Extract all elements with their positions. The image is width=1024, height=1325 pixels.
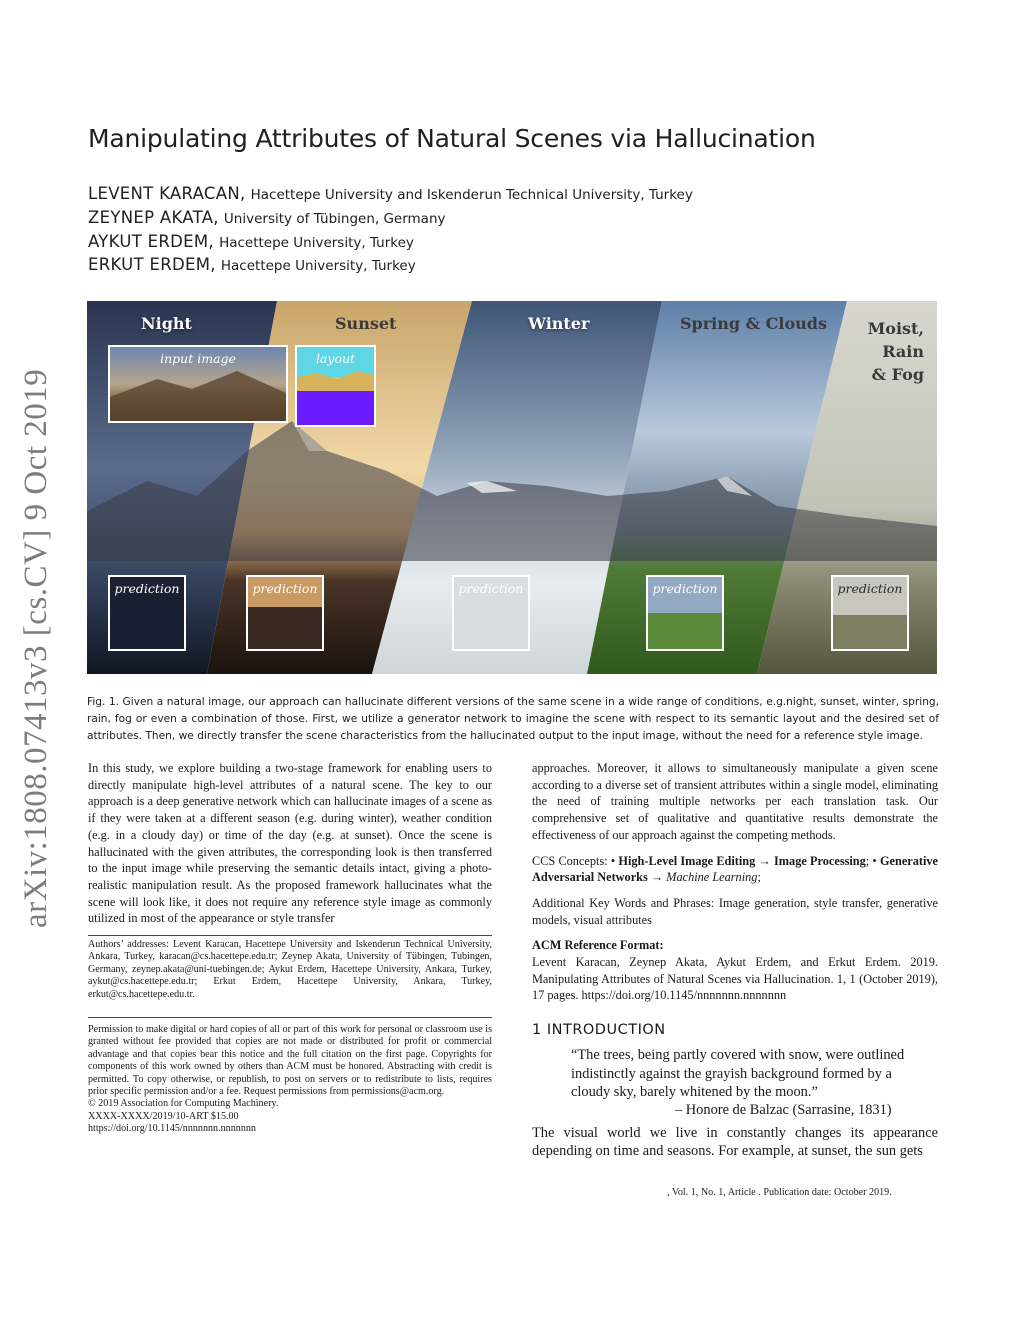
label-rain: Rain bbox=[882, 342, 924, 361]
input-image-caption: input image bbox=[160, 351, 236, 366]
authors-addresses: Authors’ addresses: Levent Karacan, Hacettepe University and Iskenderun Technical University, Ankara, Turkey, karacan@cs.hacettepe.edu.tr; Zeynep Akata, University of Tübingen, Tubingen, Germany, zeynep.akata@uni-tuebingen.de; Aykut Erdem, Hacettepe University, Ankara, Turkey, aykut@cs.hacettepe.edu.tr; Erkut Erdem, Hacettepe University, Ankara, Turkey, erkut@cs.hacettepe.edu.tr. bbox=[88, 939, 492, 1000]
figure-caption: Fig. 1. Given a natural image, our approach can hallucinate different versions of the same scene in a wide range of conditions, e.g.night, sunset, winter, spring, rain, fog or even a combination of those. First, we utilize a generator network to imagine the scene with respect to its semantic layout and the desired set of attributes. Then, we directly transfer the scene characteristics from the hallucinated output to the input image, without the need for a reference style image. bbox=[87, 696, 939, 742]
section-heading-introduction: 1 INTRODUCTION bbox=[532, 1022, 666, 1038]
author-affiliation: University of Tübingen, Germany bbox=[223, 211, 446, 227]
permission-notice: Permission to make digital or hard copies of all or part of this work for personal or classroom use is granted without fee provided that copies are not made or distributed for profit or commercial advantage and that copies bear this notice and the full citation on the first page. Copyrights for components of this work owned by others than ACM must be honored. Abstracting with credit is permitted. To copy otherwise, or republish, to post on servers or to redistribute to lists, requires prior specific permission and/or a fee. Request permissions from permissions@acm.org. bbox=[88, 1024, 492, 1098]
ccs-concept-2-leaf: Machine Learning bbox=[666, 870, 758, 885]
prediction-thumb-spring bbox=[646, 575, 724, 651]
epigraph-source: – Honore de Balzac (Sarrasine, 1831) bbox=[675, 1102, 892, 1118]
author-affiliation: Hacettepe University and Iskenderun Technical University, Turkey bbox=[250, 187, 693, 203]
prediction-thumb-night bbox=[108, 575, 186, 651]
layout-thumb bbox=[295, 345, 376, 427]
label-moist: Moist, bbox=[867, 319, 924, 338]
permission-block bbox=[88, 1024, 492, 1136]
prediction-caption: prediction bbox=[458, 581, 524, 596]
left-column bbox=[88, 760, 492, 936]
author-affiliation: Hacettepe University, Turkey bbox=[219, 235, 414, 251]
ccs-concept-1: High-Level Image Editing → Image Processing bbox=[618, 853, 866, 868]
acm-reference-heading: ACM Reference Format: bbox=[532, 938, 664, 953]
ccs-concept-2: Generative Adversarial Networks → bbox=[532, 853, 938, 885]
prediction-caption: prediction bbox=[114, 581, 180, 596]
author-name: LEVENT KARACAN, bbox=[88, 184, 246, 203]
label-spring-clouds: Spring & Clouds bbox=[680, 314, 827, 333]
label-night: Night bbox=[141, 314, 192, 333]
footnote-rule bbox=[88, 935, 492, 936]
doi-link[interactable]: https://doi.org/10.1145/nnnnnnn.nnnnnnn bbox=[88, 1123, 256, 1135]
permission-rule bbox=[88, 1017, 492, 1018]
label-sunset: Sunset bbox=[335, 314, 397, 333]
ccs-separator: ; • bbox=[865, 853, 880, 868]
label-moist-rain-fog bbox=[868, 317, 924, 386]
issn-line: XXXX-XXXX/2019/10-ART $15.00 bbox=[88, 1110, 239, 1122]
abstract-part-2: approaches. Moreover, it allows to simultaneously manipulate a given scene according to a diverse set of transient attributes within a single model, eliminating the need of training multiple networks per each translation task. Our comprehensive set of qualitative and quantitative results demonstrate the effectiveness of our approach against the competing methods. bbox=[532, 761, 938, 842]
arxiv-stamp: arXiv:1808.07413v3 [cs.CV] 9 Oct 2019 bbox=[18, 368, 54, 928]
prediction-caption: prediction bbox=[837, 581, 903, 596]
author-line bbox=[88, 184, 693, 203]
author-name: AYKUT ERDEM, bbox=[88, 232, 214, 251]
prediction-caption: prediction bbox=[252, 581, 318, 596]
acm-reference: Levent Karacan, Zeynep Akata, Aykut Erdem, and Erkut Erdem. 2019. Manipulating Attributes of Natural Scenes via Hallucination. 1, 1 (October 2019), 17 pages. https://doi.org/10.1145/nnnnnnn.nnnnnnn bbox=[532, 955, 938, 1003]
epigraph-quote: “The trees, being partly covered with snow, were outlined indistinctly against the grayish background formed by a cloudy sky, barely whitened by the moon.” bbox=[571, 1047, 905, 1101]
layout-caption: layout bbox=[315, 351, 356, 366]
prediction-caption: prediction bbox=[652, 581, 718, 596]
abstract-part-1: In this study, we explore building a two-stage framework for enabling users to directly manipulate high-level attributes of a natural scene. The key to our approach is a deep generative network which can hallucinate images of a scene as if they were taken at a different season (e.g. during winter), weather condition (e.g. in a cloudy day) or time of the day (e.g. at sunset). Once the scene is hallucinated with the given attributes, the corresponding look is then transferred to the input image while preserving the semantic details intact, giving a photo-realistic manipulation result. As the proposed framework hallucinates what the scene will look like, it does not require any reference style image as commonly utilized in most of the appearance or style transfer bbox=[88, 761, 492, 926]
ccs-end: ; bbox=[757, 870, 761, 885]
keywords: Additional Key Words and Phrases: Image generation, style transfer, generative models, visual attributes bbox=[532, 895, 938, 927]
prediction-thumb-fog bbox=[831, 575, 909, 651]
author-line bbox=[88, 208, 446, 227]
paper-title: Manipulating Attributes of Natural Scenes via Hallucination bbox=[88, 124, 816, 153]
ccs-prefix: CCS Concepts: • bbox=[532, 853, 619, 868]
prediction-thumb-sunset bbox=[246, 575, 324, 651]
prediction-thumb-winter bbox=[452, 575, 530, 651]
author-line bbox=[88, 232, 414, 251]
label-fog: & Fog bbox=[871, 365, 924, 384]
page-footer: , Vol. 1, No. 1, Article . Publication date: October 2019. bbox=[667, 1187, 892, 1198]
ccs-concepts bbox=[532, 853, 938, 886]
label-winter: Winter bbox=[528, 314, 590, 333]
teaser-figure bbox=[87, 301, 937, 674]
author-line bbox=[88, 255, 416, 274]
author-name: ZEYNEP AKATA, bbox=[88, 208, 219, 227]
right-column bbox=[532, 760, 938, 1004]
input-image-thumb bbox=[108, 345, 288, 423]
author-affiliation: Hacettepe University, Turkey bbox=[220, 258, 416, 274]
author-name: ERKUT ERDEM, bbox=[88, 255, 216, 274]
introduction-paragraph: The visual world we live in constantly changes its appearance depending on time and seasons. For example, at sunset, the sun gets bbox=[532, 1125, 938, 1160]
copyright-line: © 2019 Association for Computing Machinery. bbox=[88, 1098, 279, 1110]
